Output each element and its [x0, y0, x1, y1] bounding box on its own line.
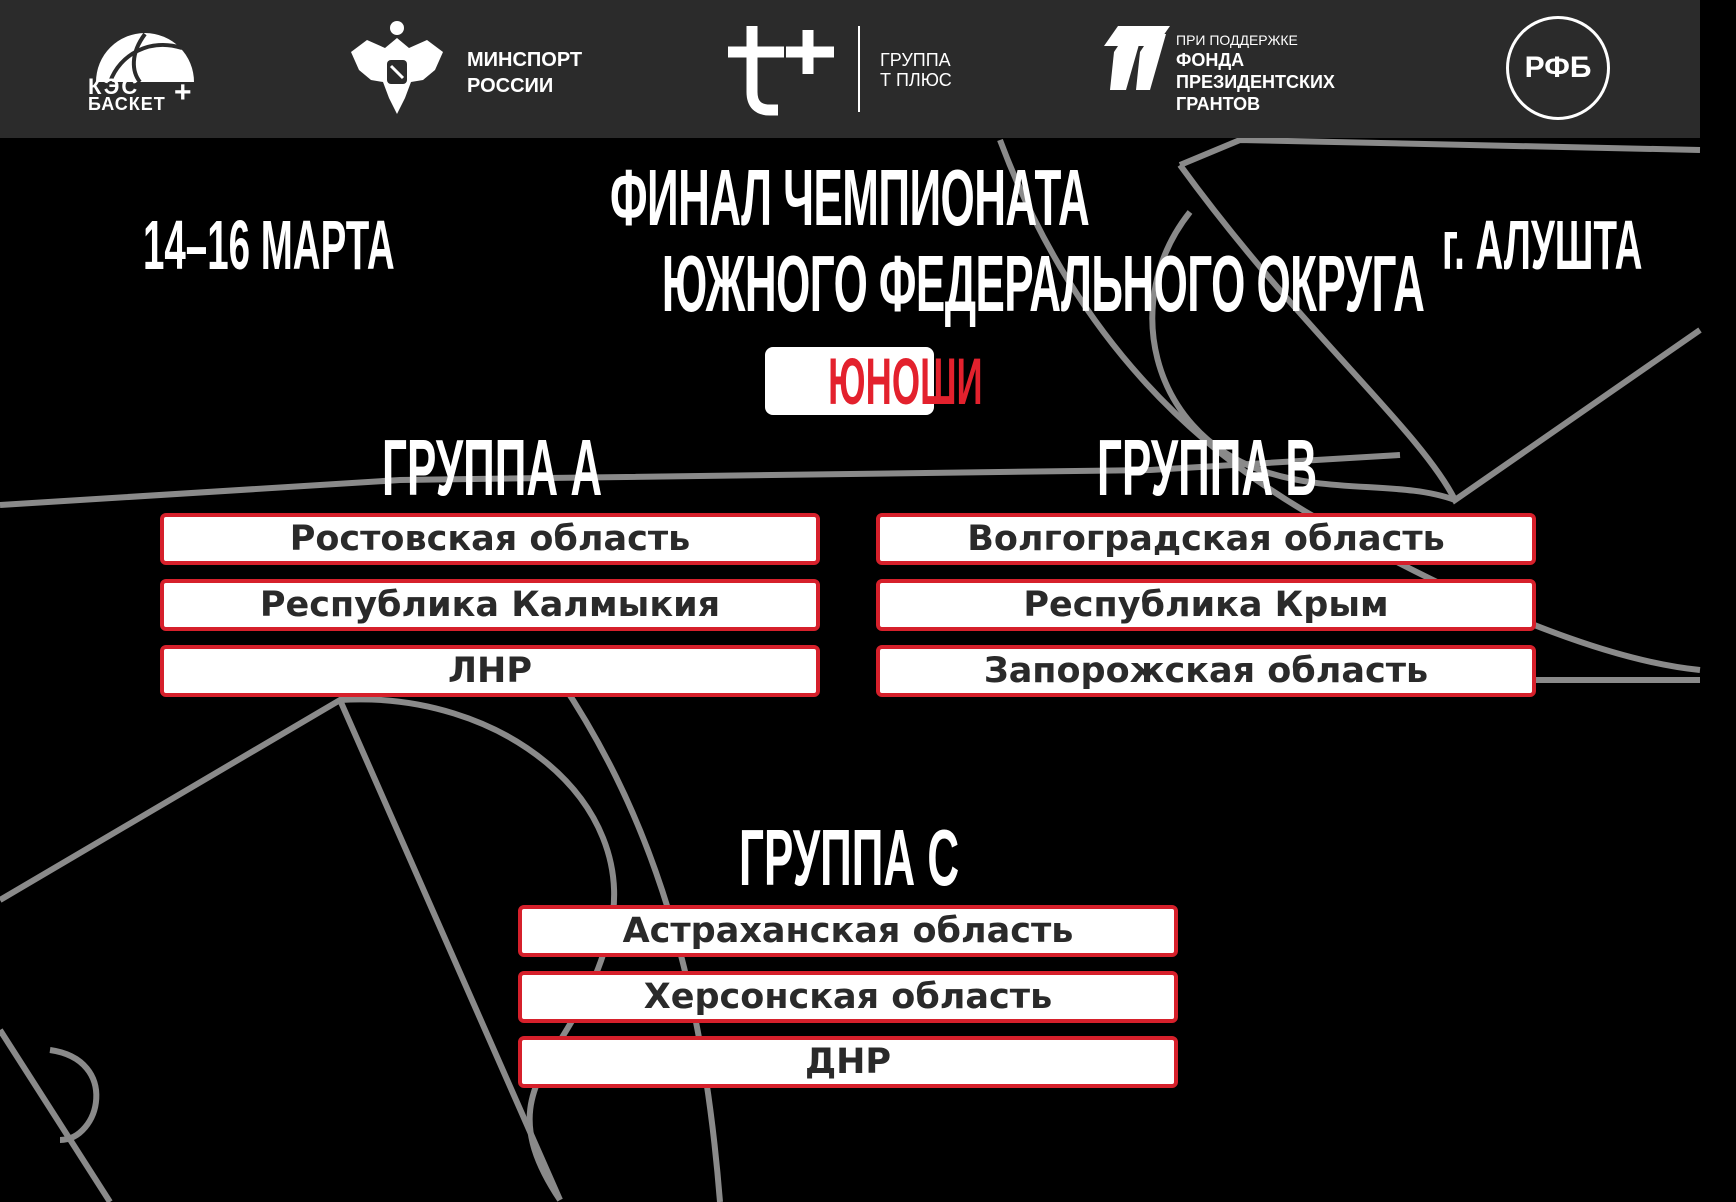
tplus-mark-icon	[726, 22, 838, 114]
kes-logo-line2: БАСКЕТ	[88, 94, 166, 114]
team-row: Республика Крым	[876, 579, 1536, 631]
sponsor-bar	[0, 0, 1700, 138]
tplus-divider	[858, 26, 860, 112]
kes-basket-logo	[86, 24, 206, 116]
team-row: Херсонская область	[518, 971, 1178, 1023]
group-c-title: ГРУППА С	[738, 813, 960, 902]
title-line-2: ЮЖНОГО ФЕДЕРАЛЬНОГО ОКРУГА	[661, 239, 1425, 328]
rfb-label: РФБ	[1524, 51, 1592, 84]
group-b-title: ГРУППА В	[1096, 423, 1318, 512]
minsport-line2: РОССИИ	[467, 75, 554, 97]
grants-flag-icon	[1096, 24, 1172, 92]
kes-logo-line1: КЭС	[88, 74, 140, 99]
team-row: ДНР	[518, 1036, 1178, 1088]
tplus-line1: ГРУППА	[880, 50, 951, 70]
event-city: г. АЛУШТА	[1441, 206, 1643, 284]
minsport-line1: МИНСПОРТ	[467, 49, 583, 71]
grants-line3: ПРЕЗИДЕНТСКИХ	[1176, 72, 1335, 92]
presidential-grants-logo	[1096, 22, 1396, 122]
tplus-line2: Т ПЛЮС	[880, 70, 952, 90]
category-badge: ЮНОШИ	[765, 347, 934, 415]
event-dates: 14–16 МАРТА	[142, 206, 395, 284]
event-title	[350, 153, 1425, 328]
plus-icon: +	[174, 76, 192, 109]
tplus-logo	[726, 22, 986, 118]
title-line-1: ФИНАЛ ЧЕМПИОНАТА	[610, 153, 1090, 242]
team-row: Волгоградская область	[876, 513, 1536, 565]
team-row: Ростовская область	[160, 513, 820, 565]
team-row: Республика Калмыкия	[160, 579, 820, 631]
team-row: Астраханская область	[518, 905, 1178, 957]
eagle-emblem-icon	[345, 18, 449, 118]
team-row: Запорожская область	[876, 645, 1536, 697]
minsport-logo	[345, 18, 605, 118]
grants-line1: ПРИ ПОДДЕРЖКЕ	[1176, 32, 1298, 48]
team-row: ЛНР	[160, 645, 820, 697]
rfb-logo	[1506, 16, 1610, 120]
group-a-title: ГРУППА А	[381, 423, 603, 512]
grants-line4: ГРАНТОВ	[1176, 94, 1261, 114]
grants-line2: ФОНДА	[1176, 50, 1245, 70]
